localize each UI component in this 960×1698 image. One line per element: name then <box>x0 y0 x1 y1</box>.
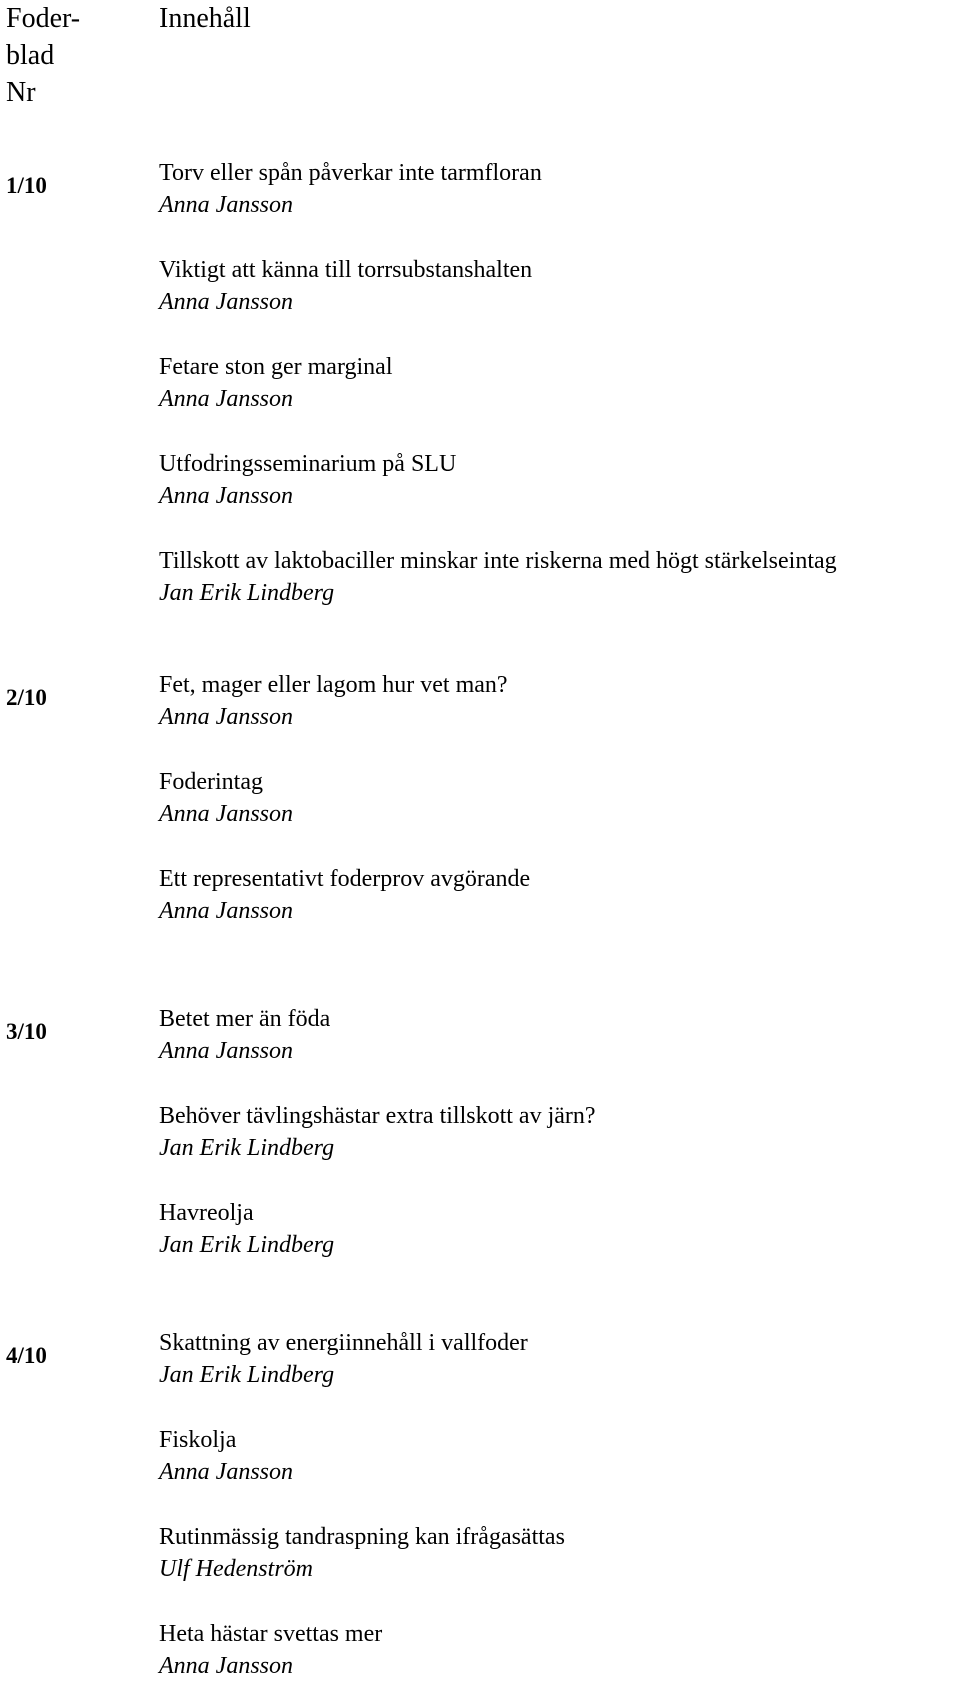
toc-entry <box>159 1618 382 1682</box>
article-author: Jan Erik Lindberg <box>159 1362 335 1388</box>
article-title: Foderintag <box>159 769 263 795</box>
article-author: Anna Jansson <box>159 1038 293 1064</box>
article-title: Skattning av energiinnehåll i vallfoder <box>159 1330 528 1356</box>
toc-entry <box>159 1003 330 1067</box>
article-title: Viktigt att känna till torrsubstanshalten <box>159 257 533 283</box>
article-author: Ulf Hedenström <box>159 1556 313 1582</box>
toc-entry <box>159 1327 528 1391</box>
issue-number: 1/10 <box>6 173 47 198</box>
header-nr-line: Nr <box>6 77 36 108</box>
issue-number: 3/10 <box>6 1019 47 1044</box>
article-author: Anna Jansson <box>159 704 293 730</box>
article-title: Torv eller spån påverkar inte tarmfloran <box>159 160 542 186</box>
toc-entry <box>159 669 508 733</box>
article-title: Ett representativt foderprov avgörande <box>159 866 531 892</box>
article-author: Anna Jansson <box>159 192 293 218</box>
article-author: Jan Erik Lindberg <box>159 1135 335 1161</box>
toc-entry <box>159 157 542 221</box>
article-author: Anna Jansson <box>159 801 293 827</box>
article-title: Betet mer än föda <box>159 1006 331 1032</box>
article-author: Anna Jansson <box>159 1459 293 1485</box>
toc-entry <box>159 766 293 830</box>
issue-number: 2/10 <box>6 685 47 710</box>
issue-number: 4/10 <box>6 1343 47 1368</box>
article-title: Fetare ston ger marginal <box>159 354 393 380</box>
article-title: Tillskott av laktobaciller minskar inte riskerna med högt stärkelseintag <box>159 548 837 574</box>
article-title: Behöver tävlingshästar extra tillskott av järn? <box>159 1103 596 1129</box>
toc-entry <box>159 1197 334 1261</box>
article-author: Anna Jansson <box>159 386 293 412</box>
toc-entry <box>159 1424 293 1488</box>
header-nr-line: Foder- <box>6 3 81 34</box>
article-title: Havreolja <box>159 1200 254 1226</box>
article-author: Anna Jansson <box>159 1653 293 1679</box>
toc-entry <box>159 254 532 318</box>
toc-entry <box>159 448 456 512</box>
article-author: Anna Jansson <box>159 289 293 315</box>
article-author: Anna Jansson <box>159 898 293 924</box>
header-nr-line: blad <box>6 40 55 71</box>
column-header-nr <box>6 0 80 111</box>
article-author: Jan Erik Lindberg <box>159 580 335 606</box>
toc-entry <box>159 863 530 927</box>
article-title: Utfodringsseminarium på SLU <box>159 451 457 477</box>
toc-entry <box>159 1521 565 1585</box>
article-author: Anna Jansson <box>159 483 293 509</box>
toc-entry <box>159 1100 596 1164</box>
toc-entry <box>159 351 392 415</box>
article-title: Fet, mager eller lagom hur vet man? <box>159 672 508 698</box>
article-title: Fiskolja <box>159 1427 237 1453</box>
article-author: Jan Erik Lindberg <box>159 1232 335 1258</box>
toc-entry <box>159 545 837 609</box>
column-header-content: Innehåll <box>159 3 251 34</box>
article-title: Rutinmässig tandraspning kan ifrågasättas <box>159 1524 565 1550</box>
article-title: Heta hästar svettas mer <box>159 1621 383 1647</box>
